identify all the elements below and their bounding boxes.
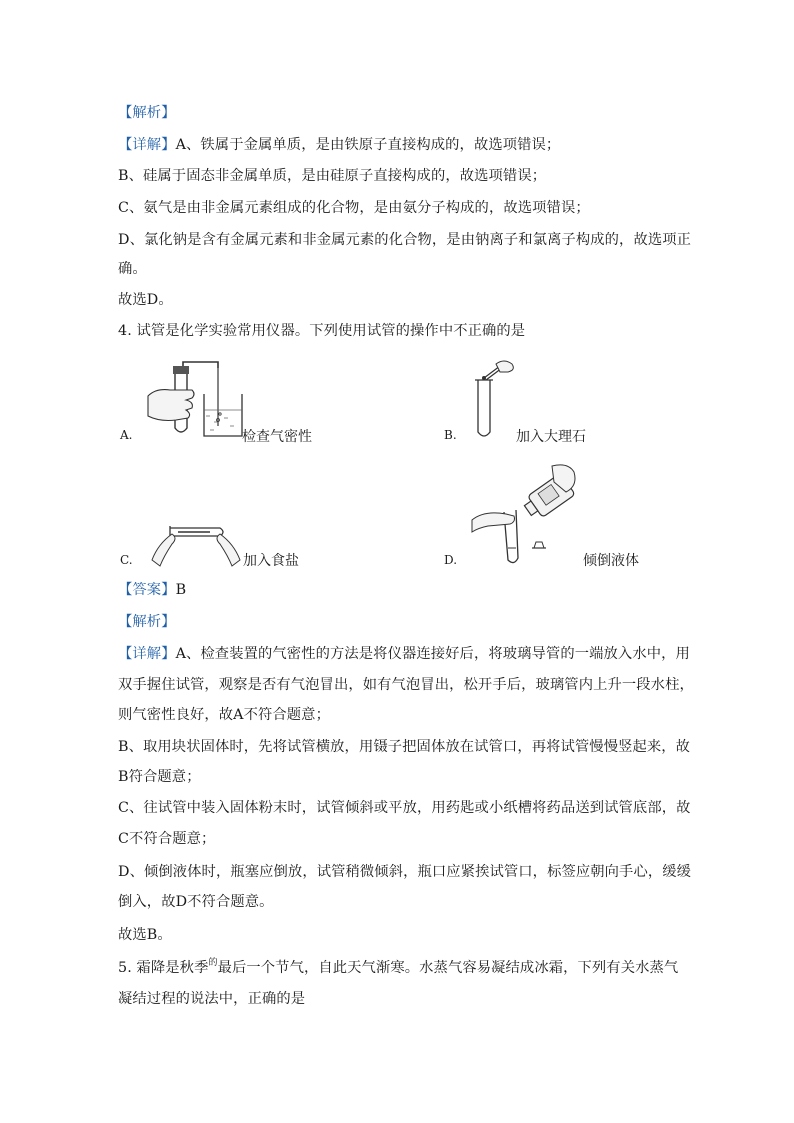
pour-liquid-figure [468, 462, 584, 570]
explanation-line [118, 135, 560, 155]
question-5-text: 最后一个节气，自此天气渐寒。水蒸气容易凝结成冰霜，下列有关水蒸气 [217, 960, 679, 976]
question-5-text: 5. 霜降是秋季 [118, 960, 209, 976]
explanation-text: A、铁属于金属单质，是由铁原子直接构成的，故选项错误； [175, 137, 561, 153]
explanation-line: B、硅属于固态非金属单质，是由硅原子直接构成的，故选项错误； [118, 168, 547, 184]
jiexi-heading: 【解析】 [118, 614, 176, 630]
explanation-line: 双手握住试管，观察是否有气泡冒出，如有气泡冒出，松开手后，玻璃管内上升一段水柱， [118, 677, 694, 693]
explanation-line: 故选D。 [118, 292, 173, 308]
option-b-label: B. [444, 428, 457, 442]
add-marble-figure [470, 358, 520, 440]
explanation-line: 则气密性良好，故A不符合题意； [118, 707, 330, 723]
option-b-caption: 加入大理石 [516, 429, 586, 445]
detail-tag: 【详解】 [118, 646, 176, 662]
explanation-line: B符合题意； [118, 769, 201, 785]
explanation-line: C、氨气是由非金属元素组成的化合物，是由氨分子构成的，故选项错误； [118, 200, 590, 216]
explanation-line: 倒入，故D不符合题意。 [118, 894, 274, 910]
option-d-label: D. [444, 553, 458, 567]
answer-line [118, 580, 186, 600]
explanation-line: C不符合题意； [118, 831, 216, 847]
explanation-line: C、往试管中装入固体粉末时，试管倾斜或平放，用药匙或小纸槽将药品送到试管底部，故 [118, 800, 691, 816]
add-salt-figure [150, 516, 242, 568]
option-c-caption: 加入食盐 [243, 553, 299, 569]
option-a-caption: 检查气密性 [242, 429, 312, 445]
explanation-line: D、氯化钠是含有金属元素和非金属元素的化合物，是由钠离子和氯离子构成的，故选项正 [118, 232, 692, 248]
question-5-stem-line2: 凝结过程的说法中，正确的是 [118, 991, 306, 1007]
option-d-caption: 倾倒液体 [583, 553, 639, 569]
explanation-line: 故选B。 [118, 927, 172, 943]
question-4-stem: 4. 试管是化学实验常用仪器。下列使用试管的操作中不正确的是 [118, 323, 526, 339]
detail-tag: 【详解】 [118, 137, 176, 153]
explanation-line [118, 644, 690, 664]
explanation-line: 确。 [118, 261, 147, 277]
option-a-label: A. [120, 428, 133, 442]
answer-value: B [175, 582, 187, 598]
explanation-line: D、倾倒液体时，瓶塞应倒放，试管稍微倾斜，瓶口应紧挨试管口，标签应朝向手心，缓缓 [118, 864, 692, 880]
answer-tag: 【答案】 [118, 582, 176, 598]
explanation-line: B、取用块状固体时，先将试管横放，用镊子把固体放在试管口，再将试管慢慢竖起来，故 [118, 739, 691, 755]
jiexi-heading: 【解析】 [118, 105, 176, 121]
option-c-label: C. [120, 553, 133, 567]
explanation-text: A、检查装置的气密性的方法是将仪器连接好后，将玻璃导管的一端放入水中，用 [175, 646, 690, 662]
question-5-stem [118, 958, 678, 980]
question-5-superscript: 的 [208, 958, 218, 968]
